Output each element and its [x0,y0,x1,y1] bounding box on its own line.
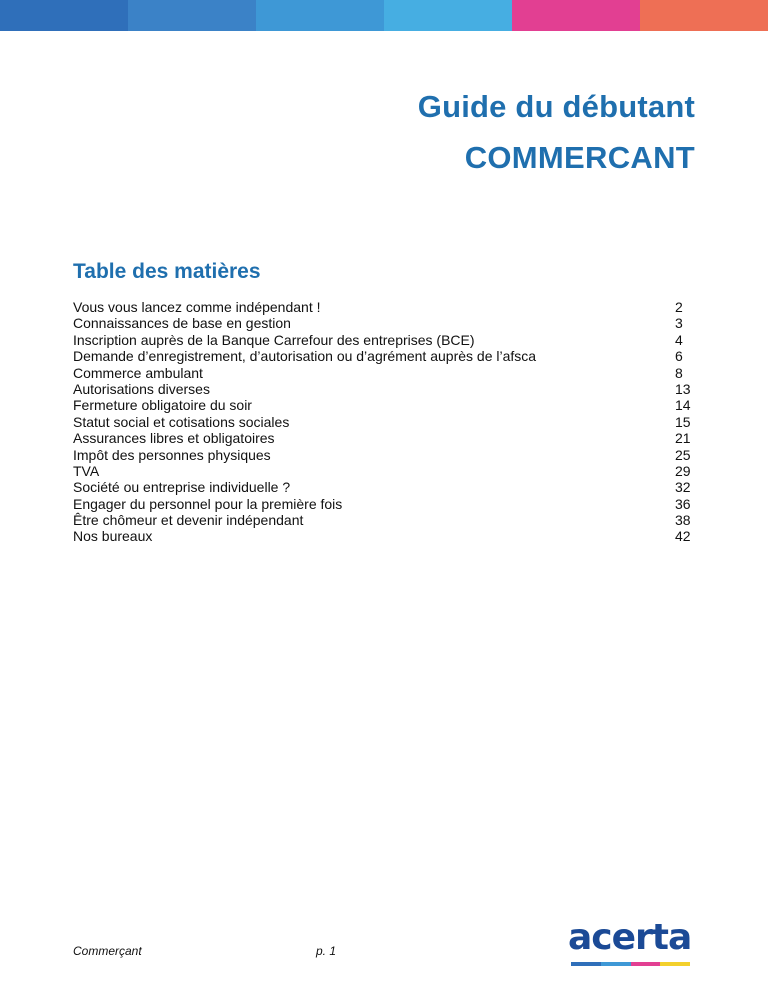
toc-entry-page: 25 [675,446,691,463]
toc-entry[interactable] [73,299,695,315]
toc-entry-label: Autorisations diverses [73,380,210,397]
band-segment [384,0,512,31]
toc-entry[interactable] [73,414,695,430]
logo-bar-segment [601,962,631,966]
toc-entry-label: Connaissances de base en gestion [73,315,291,332]
toc-entry[interactable] [73,447,695,463]
band-segment [512,0,640,31]
toc-entry-page: 15 [675,413,691,430]
toc-entry-page: 42 [675,528,691,545]
logo-bar-segment [571,962,601,966]
toc-entry[interactable] [73,315,695,331]
toc-entry-label: Société ou entreprise individuelle ? [73,479,291,496]
toc-entry[interactable] [73,512,695,528]
logo-color-bar [571,962,690,966]
toc-entry[interactable] [73,381,695,397]
toc-entry[interactable] [73,463,695,479]
band-segment [640,0,768,31]
toc-entry[interactable] [73,365,695,381]
toc-entry-page: 38 [675,512,691,529]
header-color-band [0,0,768,31]
toc-entry-label: Commerce ambulant [73,364,203,381]
toc-entry-page: 21 [675,430,691,447]
toc-entry[interactable] [73,348,695,364]
toc-entry-page: 32 [675,479,691,496]
toc-entry[interactable] [73,496,695,512]
toc-entry-label: Nos bureaux [73,528,153,545]
toc-entry-label: Assurances libres et obligatoires [73,430,275,447]
toc-heading: Table des matières [73,260,261,283]
toc-entry-page: 8 [675,364,683,381]
toc-entry-label: Vous vous lancez comme indépendant ! [73,299,321,315]
band-segment [256,0,384,31]
toc-entry-page: 36 [675,495,691,512]
footer-page-number: p. 1 [316,944,337,958]
toc-entry-label: Fermeture obligatoire du soir [73,397,252,414]
toc-entry[interactable] [73,528,695,544]
table-of-contents [73,299,695,545]
toc-entry-page: 29 [675,462,691,479]
footer-section-label: Commerçant [73,944,142,958]
band-segment [128,0,256,31]
toc-entry-label: TVA [73,462,100,479]
toc-entry-label: Engager du personnel pour la première fois [73,495,343,512]
toc-entry[interactable] [73,397,695,413]
toc-entry[interactable] [73,479,695,495]
logo-bar-segment [631,962,661,966]
toc-entry-page: 13 [675,380,691,397]
toc-entry-page: 4 [675,331,683,348]
toc-entry-label: Être chômeur et devenir indépendant [73,512,304,529]
toc-entry-page: 2 [675,299,683,315]
logo-bar-segment [660,962,690,966]
title-profession: COMMERCANT [464,140,695,175]
toc-entry-label: Statut social et cotisations sociales [73,413,290,430]
toc-entry-page: 14 [675,397,691,414]
logo-wordmark: acerta [568,917,692,958]
toc-entry-label: Impôt des personnes physiques [73,446,271,463]
document-title [418,88,695,177]
toc-entry-page: 3 [675,315,683,332]
toc-entry-label: Inscription auprès de la Banque Carrefour des entreprises (BCE) [73,331,475,348]
toc-entry[interactable] [73,430,695,446]
acerta-logo [568,918,693,970]
toc-entry-page: 6 [675,348,683,365]
band-segment [0,0,128,31]
toc-entry[interactable] [73,332,695,348]
toc-entry-label: Demande d’enregistrement, d’autorisation ou d’agrément auprès de l’afsca [73,348,537,365]
title-guide: Guide du débutant [417,89,695,124]
